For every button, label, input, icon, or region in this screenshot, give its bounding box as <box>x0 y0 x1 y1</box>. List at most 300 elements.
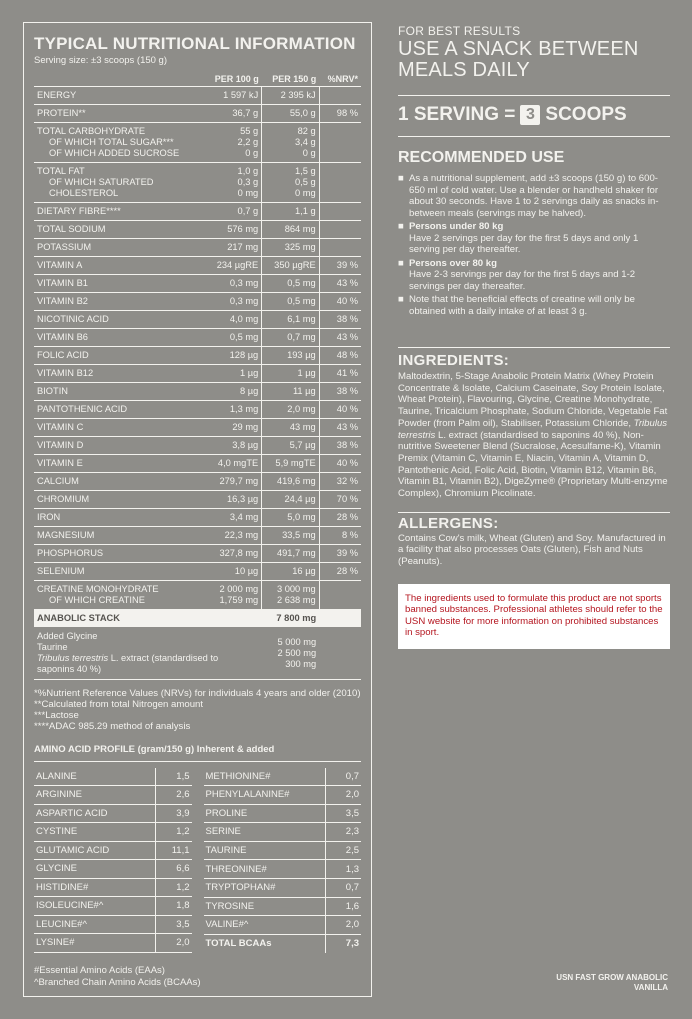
nutrient-row <box>34 400 361 418</box>
value-per100-sub: 0 mg <box>237 187 259 198</box>
serving-label: 1 SERVING = <box>398 104 516 125</box>
nutrient-per150 <box>262 274 319 292</box>
amino-name: TRYPTOPHAN# <box>204 879 326 898</box>
nutrient-row <box>34 238 361 256</box>
nutrient-per150 <box>262 454 319 472</box>
nutrient-label: POTASSIUM <box>37 241 92 252</box>
nutrient-nrv <box>319 238 361 256</box>
nutrient-name <box>34 490 204 508</box>
stack-item: saponins 40 %) <box>37 663 102 674</box>
nutrient-per150 <box>262 562 319 580</box>
nutrient-nrv: 28 % <box>319 562 361 580</box>
amino-value: 1,2 <box>156 823 192 842</box>
amino-value: 2,6 <box>156 786 192 805</box>
nutrient-per100 <box>204 104 261 122</box>
nutrient-per100 <box>204 328 261 346</box>
value-per150: 0,5 mg <box>287 277 316 288</box>
value-per100-sub: 1,759 mg <box>219 594 259 605</box>
nutrient-nrv: 38 % <box>319 436 361 454</box>
value-per100: 0,3 mg <box>229 295 259 306</box>
value-per150: 325 mg <box>284 241 316 252</box>
value-per100: 576 mg <box>227 223 259 234</box>
nutrient-nrv <box>319 580 361 609</box>
nutrient-row <box>34 418 361 436</box>
value-per100: 1,3 mg <box>229 403 259 414</box>
nutrient-nrv: 39 % <box>319 256 361 274</box>
note-line: ****ADAC 985.29 method of analysis <box>34 720 191 732</box>
nutrient-label: VITAMIN B1 <box>37 277 88 288</box>
stack-item: Taurine <box>37 641 68 652</box>
value-per100: 1,0 g <box>237 165 259 176</box>
nutrient-row <box>34 472 361 490</box>
amino-value: 2,0 <box>156 934 192 953</box>
amino-value: 2,0 <box>325 786 361 805</box>
value-per150: 3 000 mg <box>276 583 316 594</box>
nutrient-per150 <box>262 122 319 162</box>
nutrient-name <box>34 122 204 162</box>
nutrient-per100 <box>204 382 261 400</box>
amino-value: 1,5 <box>156 768 192 786</box>
serving-size: Serving size: ±3 scoops (150 g) <box>34 55 167 66</box>
nutrient-row <box>34 86 361 104</box>
amino-value: 2,3 <box>325 823 361 842</box>
amino-row <box>204 804 362 823</box>
amino-value: 0,7 <box>325 879 361 898</box>
nutrient-label: FOLIC ACID <box>37 349 89 360</box>
amino-row <box>34 860 192 879</box>
value-per150: 11 µg <box>292 385 316 396</box>
anabolic-stack-row <box>34 609 361 627</box>
nutrient-row <box>34 220 361 238</box>
value-per150: 0,7 mg <box>287 331 316 342</box>
amino-note: #Essential Amino Acids (EAAs) <box>34 964 165 976</box>
bullet-icon: ■ <box>398 221 404 232</box>
nutrient-nrv <box>319 220 361 238</box>
nutrient-per150 <box>262 544 319 562</box>
nutrient-label: VITAMIN B2 <box>37 295 88 306</box>
nutrient-per100 <box>204 454 261 472</box>
amino-name: TYROSINE <box>204 897 326 916</box>
amino-row <box>204 823 362 842</box>
nutrient-label: TOTAL SODIUM <box>37 223 106 234</box>
nutrient-nrv: 48 % <box>319 346 361 364</box>
amino-value: 2,5 <box>325 841 361 860</box>
nutrient-row <box>34 310 361 328</box>
nutrient-name <box>34 526 204 544</box>
best-results: FOR BEST RESULTS <box>398 24 521 38</box>
nutrient-nrv: 8 % <box>319 526 361 544</box>
amino-row <box>204 916 362 935</box>
usage-bullet <box>398 221 670 256</box>
allergens-text: Contains Cow's milk, Wheat (Gluten) and Soy. Manufactured in a facility that also processes Oats (Gluten), Fish and Nuts (Peanuts). <box>398 532 666 568</box>
nutrient-name <box>34 544 204 562</box>
usage-bullet: ■ Note that the beneficial effects of creatine will only be obtained with a daily intake of at least 3 g. <box>398 294 635 317</box>
nutrient-name <box>34 104 204 122</box>
nutrient-sub-label: CHOLESTEROL <box>49 187 119 198</box>
nutrient-nrv: 40 % <box>319 400 361 418</box>
amino-total-name: TOTAL BCAAs <box>205 937 272 949</box>
value-per150: 82 g <box>297 125 316 136</box>
amino-right-table <box>204 768 362 953</box>
stack-name: ANABOLIC STACK <box>34 609 204 627</box>
amino-name: TAURINE <box>204 841 326 860</box>
nutrient-name <box>34 238 204 256</box>
nutrient-per150 <box>262 104 319 122</box>
col-header-nrv: %NRV* <box>319 72 361 86</box>
nutrient-sub-label: OF WHICH TOTAL SUGAR*** <box>49 136 174 147</box>
nutrient-name <box>34 346 204 364</box>
amino-name: ASPARTIC ACID <box>34 804 156 823</box>
nutrient-label: IRON <box>37 511 61 522</box>
nutrient-per100 <box>204 544 261 562</box>
nutrient-per100 <box>204 122 261 162</box>
nutrient-per100 <box>204 202 261 220</box>
amino-name: THREONINE# <box>204 860 326 879</box>
amino-row <box>34 915 192 934</box>
amino-value: 11,1 <box>156 841 192 860</box>
bullet-text: Have 2-3 servings per day for the first 5 days and 1-2 servings per day thereafter. <box>409 269 636 292</box>
nutrient-name <box>34 292 204 310</box>
value-per150: 1 µg <box>297 367 316 378</box>
amino-name: ARGININE <box>34 786 156 805</box>
nutrient-label: VITAMIN B12 <box>37 367 94 378</box>
amino-value: 0,7 <box>325 768 361 786</box>
note-line: *%Nutrient Reference Values (NRVs) for individuals 4 years and older (2010) <box>34 687 361 699</box>
amino-name: VALINE#^ <box>204 916 326 935</box>
nutrient-per150 <box>262 526 319 544</box>
amino-value: 3,5 <box>325 804 361 823</box>
nutrient-label: PROTEIN** <box>37 107 86 118</box>
nutrient-nrv: 28 % <box>319 508 361 526</box>
bullet-text: Have 2 servings per day for the first 5 days and only 1 serving per day thereafter. <box>409 232 639 255</box>
nutrient-per100 <box>204 472 261 490</box>
stack-items-row <box>34 627 361 680</box>
amino-total-row <box>204 934 362 952</box>
nutrient-label: MAGNESIUM <box>37 529 95 540</box>
value-per100: 279,7 mg <box>219 475 259 486</box>
nutrient-per150 <box>262 346 319 364</box>
nutrient-row <box>34 580 361 609</box>
amino-name: PHENYLALANINE# <box>204 786 326 805</box>
nutrient-per100 <box>204 292 261 310</box>
value-per150: 2 395 kJ <box>280 89 316 100</box>
value-per150-sub: 2 638 mg <box>276 594 316 605</box>
nutrient-label: TOTAL FAT <box>37 165 85 176</box>
nutrient-per100 <box>204 418 261 436</box>
value-per100: 128 µg <box>229 349 259 360</box>
nutrient-nrv: 39 % <box>319 544 361 562</box>
amino-value: 1,8 <box>156 897 192 916</box>
nutrient-per100 <box>204 220 261 238</box>
stack-nrv <box>319 609 361 627</box>
amino-row <box>204 786 362 805</box>
nutrient-nrv: 98 % <box>319 104 361 122</box>
bullet-icon: ■ <box>398 257 404 269</box>
amino-row <box>34 934 192 953</box>
nutrient-row <box>34 346 361 364</box>
value-per150: 864 mg <box>284 223 316 234</box>
nutrient-sub-label: OF WHICH CREATINE <box>49 594 145 605</box>
nutrient-name <box>34 310 204 328</box>
banned-substances-warning: The ingredients used to formulate this product are not sports banned substances. Professional athletes should refer to the USN website for more information on prohibited substances in sport. <box>398 584 670 649</box>
amino-name: ALANINE <box>34 768 156 786</box>
note-line: ***Lactose <box>34 709 79 721</box>
nutrient-row <box>34 364 361 382</box>
nutrient-row <box>34 104 361 122</box>
nutrient-row <box>34 202 361 220</box>
nutrient-per100 <box>204 238 261 256</box>
amino-name: GLUTAMIC ACID <box>34 841 156 860</box>
value-per150: 33,5 mg <box>282 529 316 540</box>
nutrient-per100 <box>204 562 261 580</box>
nutrient-label: SELENIUM <box>37 565 85 576</box>
serving-banner <box>398 95 670 137</box>
nutrient-per150 <box>262 418 319 436</box>
bullet-heading: Persons under 80 kg <box>409 221 504 232</box>
amino-name: CYSTINE <box>34 823 156 842</box>
stack-items <box>34 627 262 680</box>
nutrient-nrv: 70 % <box>319 490 361 508</box>
nutrient-row <box>34 382 361 400</box>
nutrient-per150 <box>262 220 319 238</box>
nutrient-per100 <box>204 86 261 104</box>
nutrient-per100 <box>204 490 261 508</box>
nutrient-name <box>34 562 204 580</box>
nutrient-per150 <box>262 202 319 220</box>
value-per100: 36,7 g <box>232 107 259 118</box>
value-per100: 1 µg <box>239 367 259 378</box>
nutrient-label: NICOTINIC ACID <box>37 313 109 324</box>
nutrient-per100 <box>204 274 261 292</box>
nutrient-name <box>34 364 204 382</box>
amino-name: SERINE <box>204 823 326 842</box>
amino-row <box>204 860 362 879</box>
value-per100: 4,0 mg <box>229 313 259 324</box>
nutrient-label: TOTAL CARBOHYDRATE <box>37 125 146 136</box>
amino-title: AMINO ACID PROFILE (gram/150 g) Inherent & added <box>34 744 361 762</box>
value-per100: 1 597 kJ <box>223 89 259 100</box>
value-per100: 0,3 mg <box>229 277 259 288</box>
nutrient-per100 <box>204 310 261 328</box>
nutrient-per150 <box>262 490 319 508</box>
stack-item: Added Glycine <box>37 630 98 641</box>
nutrient-label: VITAMIN E <box>37 457 83 468</box>
nutrient-nrv: 43 % <box>319 274 361 292</box>
nutrition-panel <box>23 22 372 997</box>
nutrient-nrv <box>319 122 361 162</box>
nutrient-label: BIOTIN <box>37 385 68 396</box>
nutrition-title: TYPICAL NUTRITIONAL INFORMATION <box>34 34 356 53</box>
value-per100: 2 000 mg <box>219 583 259 594</box>
value-per150: 43 mg <box>289 421 316 432</box>
value-per100: 29 mg <box>232 421 259 432</box>
nutrient-name <box>34 454 204 472</box>
nutrient-nrv: 43 % <box>319 328 361 346</box>
nutrient-row <box>34 328 361 346</box>
amino-row <box>204 768 362 786</box>
value-per150: 16 µg <box>292 565 316 576</box>
value-per100-sub: 0 g <box>245 147 259 158</box>
nutrient-per150 <box>262 364 319 382</box>
amino-row <box>34 897 192 916</box>
nutrient-nrv <box>319 162 361 202</box>
stack-item <box>37 653 259 664</box>
nutrient-label: VITAMIN D <box>37 439 84 450</box>
value-per100: 8 µg <box>239 385 259 396</box>
note-line: **Calculated from total Nitrogen amount <box>34 698 204 710</box>
nutrient-nrv: 32 % <box>319 472 361 490</box>
divider <box>398 347 670 348</box>
value-per100-sub: 0,3 g <box>237 176 259 187</box>
value-per150: 5,0 mg <box>287 511 316 522</box>
amino-name: LEUCINE#^ <box>34 915 156 934</box>
nutrient-name <box>34 86 204 104</box>
nutrient-row <box>34 526 361 544</box>
value-per100: 10 µg <box>234 565 259 576</box>
nutrient-row <box>34 562 361 580</box>
nutrient-per100 <box>204 436 261 454</box>
amino-name: PROLINE <box>204 804 326 823</box>
nutrient-row <box>34 292 361 310</box>
nutrient-label: CHROMIUM <box>37 493 90 504</box>
nutrient-label: VITAMIN C <box>37 421 84 432</box>
value-per150: 2,0 mg <box>287 403 316 414</box>
value-per150: 5,9 mgTE <box>275 457 316 468</box>
stack-item-rest: L. extract (standardised to <box>108 652 219 663</box>
value-per100: 327,8 mg <box>219 547 259 558</box>
amino-value: 3,5 <box>156 915 192 934</box>
nutrient-row <box>34 436 361 454</box>
amino-row <box>34 823 192 842</box>
nutrient-per150 <box>262 400 319 418</box>
value-per100: 217 mg <box>227 241 259 252</box>
usage-panel <box>398 24 670 649</box>
value-per150: 1,5 g <box>295 165 316 176</box>
value-per150: 6,1 mg <box>287 313 316 324</box>
nutrient-name <box>34 580 204 609</box>
nutrient-per100 <box>204 508 261 526</box>
nutrient-name <box>34 400 204 418</box>
nutrient-label: CALCIUM <box>37 475 79 486</box>
stack-per100 <box>204 609 261 627</box>
nutrient-sub-label: OF WHICH SATURATED <box>49 176 154 187</box>
value-per100: 55 g <box>240 125 259 136</box>
nutrient-per100 <box>204 400 261 418</box>
amino-value: 1,3 <box>325 860 361 879</box>
amino-value: 1,2 <box>156 878 192 897</box>
nutrient-label: VITAMIN A <box>37 259 83 270</box>
nutrient-row <box>34 544 361 562</box>
nutrient-per150 <box>262 472 319 490</box>
nutrient-name <box>34 418 204 436</box>
nutrient-per100 <box>204 364 261 382</box>
nutrient-per150 <box>262 328 319 346</box>
amino-row <box>204 897 362 916</box>
amino-value: 1,6 <box>325 897 361 916</box>
ingredients-title: INGREDIENTS: <box>398 352 510 369</box>
amino-row <box>204 879 362 898</box>
recommended-use-title: RECOMMENDED USE <box>398 149 565 166</box>
value-per150: 350 µgRE <box>274 259 316 270</box>
nutrient-name <box>34 472 204 490</box>
nutrient-per100 <box>204 580 261 609</box>
nutrient-row <box>34 162 361 202</box>
nutrient-name <box>34 508 204 526</box>
nutrient-row <box>34 508 361 526</box>
nutrient-name <box>34 274 204 292</box>
value-per150-sub: 0,5 g <box>295 176 316 187</box>
nutrient-row <box>34 256 361 274</box>
nutrient-sub-label: OF WHICH ADDED SUCROSE <box>49 147 180 158</box>
value-per150: 0,5 mg <box>287 295 316 306</box>
nutrient-name <box>34 436 204 454</box>
product-footer <box>556 973 668 993</box>
value-per100: 0,7 g <box>237 205 259 216</box>
value-per150-sub: 0 g <box>302 147 316 158</box>
nutrient-per150 <box>262 162 319 202</box>
value-per100: 3,4 mg <box>229 511 259 522</box>
value-per150: 419,6 mg <box>276 475 316 486</box>
nutrition-table <box>34 72 361 680</box>
nutrient-name <box>34 256 204 274</box>
nutrient-label: DIETARY FIBRE**** <box>37 205 121 216</box>
value-per150: 193 µg <box>287 349 316 360</box>
amino-value: 2,0 <box>325 916 361 935</box>
nutrient-nrv: 41 % <box>319 364 361 382</box>
nutrient-per100 <box>204 346 261 364</box>
amino-name: HISTIDINE# <box>34 878 156 897</box>
value-per100: 4,0 mgTE <box>217 457 259 468</box>
nutrient-nrv: 40 % <box>319 454 361 472</box>
nutrient-label: PANTOTHENIC ACID <box>37 403 128 414</box>
value-per150: 55,0 g <box>289 107 316 118</box>
stack-item-italic: Tribulus terrestris <box>37 652 109 663</box>
scoop-count-badge: 3 <box>520 105 540 125</box>
amino-row <box>34 786 192 805</box>
nutrient-name <box>34 220 204 238</box>
scoops-label: SCOOPS <box>545 104 627 125</box>
amino-value: 3,9 <box>156 804 192 823</box>
col-header-per150: PER 150 g <box>262 72 319 86</box>
stack-values <box>262 627 319 680</box>
col-header-per100: PER 100 g <box>204 72 261 86</box>
nutrient-label: CREATINE MONOHYDRATE <box>37 583 159 594</box>
nutrient-row <box>34 454 361 472</box>
nutrient-name <box>34 162 204 202</box>
nutrient-per150 <box>262 86 319 104</box>
nutrient-nrv: 43 % <box>319 418 361 436</box>
nutrient-per150 <box>262 256 319 274</box>
nutrient-per150 <box>262 292 319 310</box>
nutrient-nrv: 40 % <box>319 292 361 310</box>
nutrient-name <box>34 202 204 220</box>
amino-name: ISOLEUCINE#^ <box>34 897 156 916</box>
col-header-name <box>34 72 204 86</box>
amino-row <box>34 841 192 860</box>
nutrient-name <box>34 382 204 400</box>
ingredients-text: Maltodextrin, 5-Stage Anabolic Protein Matrix (Whey Protein Concentrate & Isolate, Calcium Caseinate, Soy Protein Isolate, Wheat Protein), Flavouring, Glycine, Creatine Monohydrate, Taurine, Tricalcium Phosphate, Sodium Chloride, Vegetable Fat Powder (from Palm oil), Stabiliser, Potassium Chloride, Tribulus terrestris L. extract (standardised to saponins 40 %), Non-nutritive Sweetener Blend (Sucralose, Acesulfame-K), Vitamin Premix (Vitamin C, Vitamin E, Niacin, Vitamin A, Vitamin D, Pantothenic Acid, Folic Acid, Biotin, Vitamin B12, Vitamin B6, Vitamin B1, Vitamin B2), DigeZyme® (Proprietary Multi-enzyme Complex), Chromium Picolinate. <box>398 371 668 500</box>
amino-name: METHIONINE# <box>204 768 326 786</box>
stack-value: 2 500 mg <box>277 647 317 658</box>
amino-row <box>34 878 192 897</box>
nutrient-nrv <box>319 86 361 104</box>
bullet-heading: Persons over 80 kg <box>409 257 497 269</box>
usage-bullet: ■ As a nutritional supplement, add ±3 scoops (150 g) to 600-650 ml of cold water. Use a blender or handheld shaker for about 30 seconds. Have 1 to 2 servings daily as snacks in-between meals (servings may be halved). <box>398 173 659 219</box>
stack-value: 300 mg <box>285 658 317 669</box>
amino-total-value: 7,3 <box>325 934 361 952</box>
value-per150-sub: 0 mg <box>295 187 316 198</box>
amino-name: GLYCINE <box>34 860 156 879</box>
